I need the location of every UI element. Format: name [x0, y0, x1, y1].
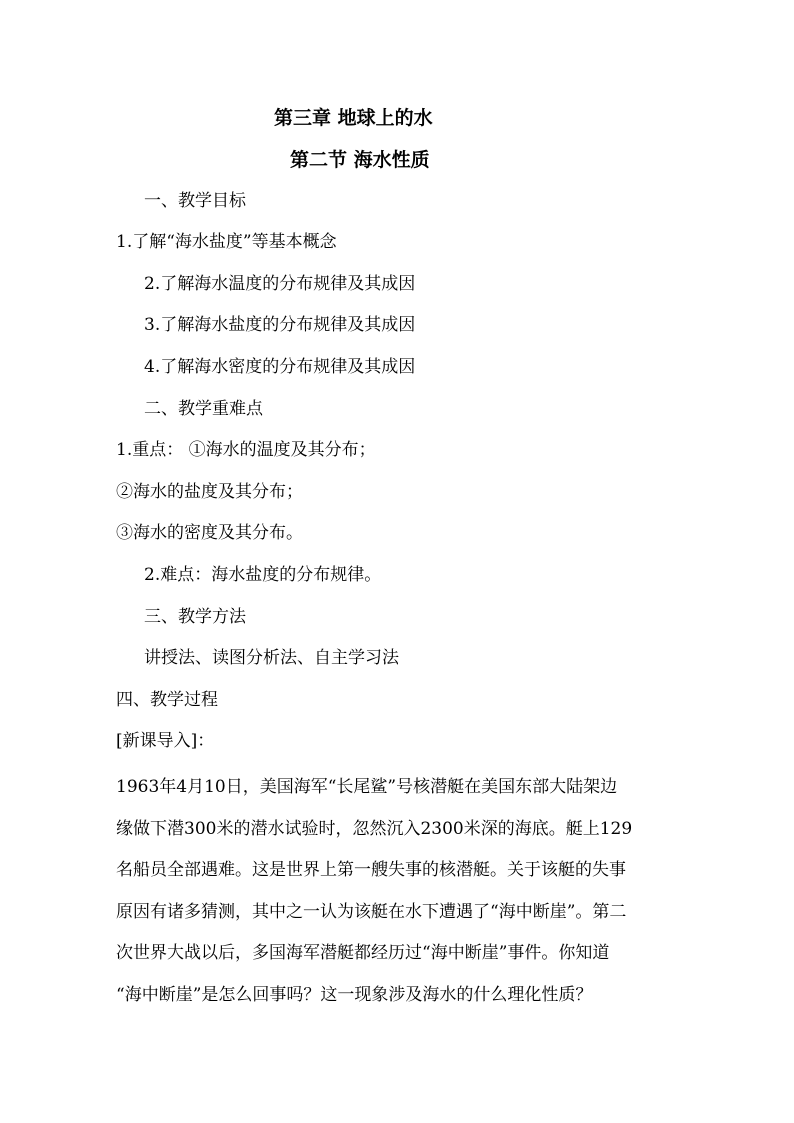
- objective-4: 4.了解海水密度的分布规律及其成因: [144, 357, 416, 377]
- intro-line: 次世界大战以后，多国海军潜艇都经历过“海中断崖”事件。你知道: [116, 943, 610, 964]
- heading-process: 四、教学过程: [116, 690, 218, 710]
- intro-line: 1963年4月10日，美国海军“长尾鲨”号核潜艇在美国东部大陆架边: [116, 777, 618, 797]
- intro-line: 名船员全部遇难。这是世界上第一艘失事的核潜艇。关于该艇的失事: [116, 860, 626, 881]
- intro-line: 缘做下潜300米的潜水试验时，忽然沉入2300米深的海底。艇上129: [116, 818, 633, 839]
- methods-text: 讲授法、读图分析法、自主学习法: [144, 648, 399, 668]
- key-point-1b: ②海水的盐度及其分布；: [116, 482, 303, 502]
- chapter-title: 第三章 地球上的水: [274, 107, 433, 129]
- intro-paragraph: [116, 767, 694, 1017]
- heading-key-points: 二、教学重难点: [144, 399, 263, 419]
- key-point-2: 2.难点：海水盐度的分布规律。: [144, 565, 382, 585]
- section-title: 第二节 海水性质: [290, 149, 430, 171]
- key-point-1: 1.重点： ①海水的温度及其分布；: [116, 440, 376, 460]
- intro-line: 原因有诸多猜测，其中之一认为该艇在水下遭遇了“海中断崖”。第二: [116, 901, 627, 922]
- intro-label: [新课导入]：: [116, 731, 215, 751]
- heading-methods: 三、教学方法: [144, 607, 246, 627]
- objective-1: 1.了解“海水盐度”等基本概念: [116, 232, 337, 252]
- objective-3: 3.了解海水盐度的分布规律及其成因: [144, 315, 416, 335]
- objective-2: 2.了解海水温度的分布规律及其成因: [144, 274, 416, 294]
- intro-line: “海中断崖”是怎么回事吗？这一现象涉及海水的什么理化性质？: [116, 984, 593, 1005]
- key-point-1c: ③海水的密度及其分布。: [116, 523, 303, 543]
- heading-objectives: 一、教学目标: [144, 191, 246, 211]
